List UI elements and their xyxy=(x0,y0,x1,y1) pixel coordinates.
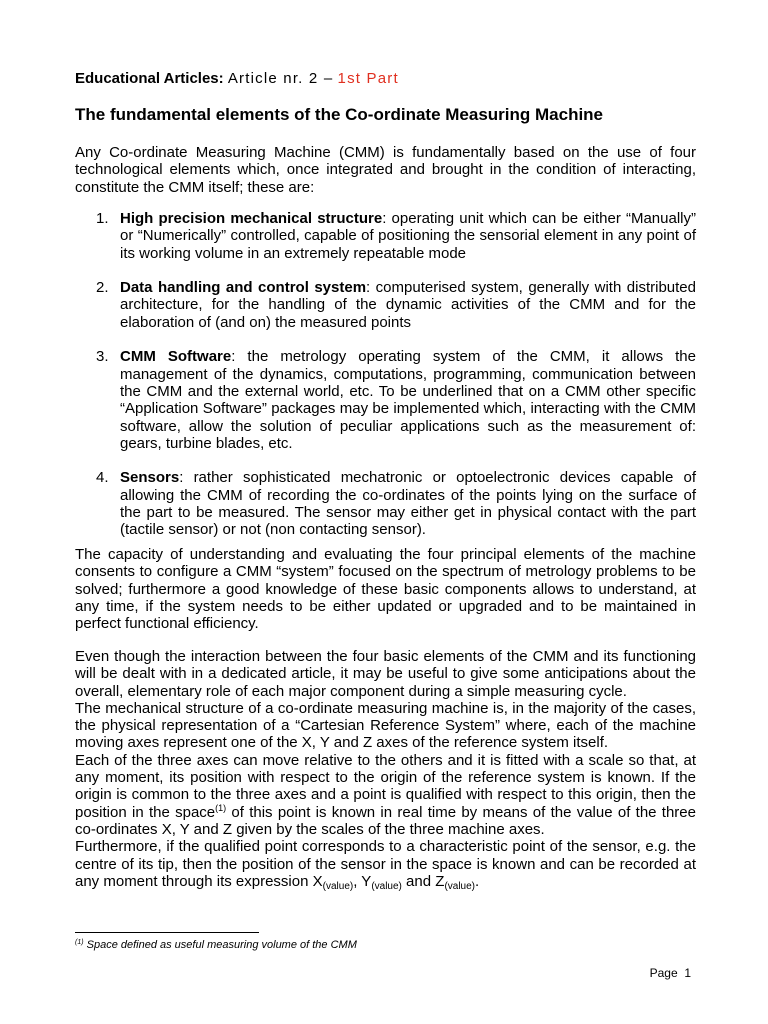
page-number xyxy=(650,966,691,980)
list-item-text: : rather sophisticated mechatronic or optoelectronic devices capable of allowing the CMM of recording the co-ordinates of the points lying on the surface of the part to be measured. The sensor may either get in physical contact with the part (tactile sensor) or not (non contacting sensor). xyxy=(120,469,696,539)
expr-separator: , xyxy=(353,872,362,890)
list-item-term: High precision mechanical structure xyxy=(120,210,383,227)
expr-z: Z xyxy=(435,872,445,890)
footnote xyxy=(75,939,357,952)
measuring-cycle-paragraph xyxy=(75,648,696,890)
sentence-axes-before: Each of the three axes can move relative to the others and it is fitted with a scale so that, at any moment, its position with respect to the origin of the reference system is known. If the origin is common to the three axes and a point is qualified with respect to this origin, then the position in the space xyxy=(75,751,696,821)
expr-z-sub: (value) xyxy=(444,880,476,892)
list-item-term: Data handling and control system xyxy=(120,279,367,297)
list-item xyxy=(75,210,696,262)
page-title: The fundamental elements of the Co-ordinate Measuring Machine xyxy=(75,105,604,124)
sentence-axes-after: of this point is known in real time by means of the value of the three co-ordinates X, Y and Z given by the scales of the three machine axes. xyxy=(75,803,696,838)
expr-and: and xyxy=(401,872,436,890)
list-item xyxy=(75,469,696,538)
intro-paragraph: Any Co-ordinate Measuring Machine (CMM) is fundamentally based on the use of four technological elements which, once integrated and brought in the condition of interacting, constitute the CMM itself; these are: xyxy=(75,144,696,196)
capacity-paragraph: The capacity of understanding and evaluating the four principal elements of the machine consents to configure a CMM “system” focused on the spectrum of metrology problems to be solved; furthermore a good knowledge of these basic components allows to understand, at any time, if the system needs to be either updated or upgraded and to be maintained in perfect functional efficiency. xyxy=(75,546,696,633)
expr-end: . xyxy=(475,872,480,890)
footnote-divider xyxy=(75,932,259,933)
expr-y-sub: (value) xyxy=(371,880,402,892)
expr-x-sub: (value) xyxy=(322,880,354,892)
list-item-number: 4. xyxy=(96,469,109,487)
list-item xyxy=(75,348,696,452)
list-item-number: 1. xyxy=(96,210,109,227)
list-item-text: : the metrology operating system of the CMM, it allows the management of the dynamics, computations, programming, communication between the CMM and the external world, etc. To be underlined that on a CMM other specific “Application Software” packages may be implemented which, interacting with the CMM software, allow the solution of peculiar applications such as the measurement of: gears, turbine blades, etc. xyxy=(120,348,696,452)
footnote-text: Space defined as useful measuring volume of the CMM xyxy=(83,939,357,951)
list-item-text: : computerised system, generally with distributed architecture, for the handling of the dynamic activities of the CMM and for the elaboration of (and on) the measured points xyxy=(120,279,696,331)
expr-x: X xyxy=(312,872,323,890)
list-item-term: Sensors xyxy=(120,469,180,487)
list-item xyxy=(75,279,696,331)
article-header xyxy=(75,70,399,88)
footnote-reference: (1) xyxy=(215,802,227,813)
footnote-mark: (1) xyxy=(75,939,84,946)
list-item-number: 2. xyxy=(96,279,109,297)
sentence-interaction: Even though the interaction between the four basic elements of the CMM and its functioning will be dealt with in a dedicated article, it may be useful to give some anticipations about the overall, elementary role of each major component during a simple measuring cycle. xyxy=(75,648,696,700)
list-item-text: : operating unit which can be either “Manually” or “Numerically” controlled, capable of positioning the sensorial element in any point of its working volume in an extremely repeatable mode xyxy=(120,210,696,262)
elements-list xyxy=(75,210,696,539)
header-part: 1st Part xyxy=(337,70,399,87)
page-number-value: 1 xyxy=(684,966,691,980)
page-label: Page xyxy=(649,966,678,980)
sentence-sensor-position: Furthermore, if the qualified point corresponds to a characteristic point of the sensor, e.g. the centre of its tip, then the position of the sensor in the space is known and can be recorded at any moment through its expression xyxy=(75,838,696,890)
list-item-number: 3. xyxy=(96,348,109,366)
header-article-number: Article nr. 2 – xyxy=(227,70,334,87)
list-item-term: CMM Software xyxy=(120,348,232,366)
sentence-mechanical-structure: The mechanical structure of a co-ordinate measuring machine is, in the majority of the cases, the physical representation of a “Cartesian Reference System” where, each of the machine moving axes represent one of the X, Y and Z axes of the reference system itself. xyxy=(75,699,696,752)
header-label: Educational Articles: xyxy=(75,70,224,87)
expr-y: Y xyxy=(361,872,372,890)
